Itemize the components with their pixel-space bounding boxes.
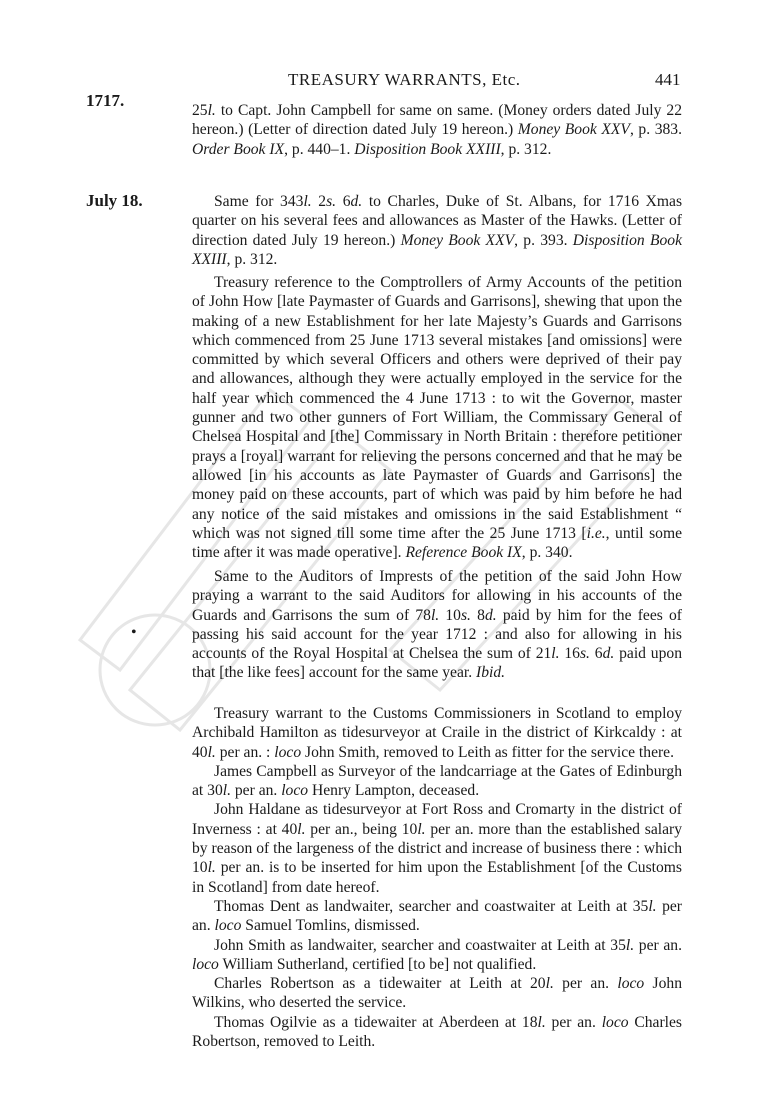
italic-text-run: loco bbox=[214, 917, 242, 935]
text-run: to Capt. John Campbell for same on same. (Money orders dated July 22 hereon.) (Letter of direction dated July 19 hereon.) bbox=[192, 102, 682, 139]
italic-text-run: Order Book IX bbox=[192, 140, 285, 158]
text-run: per an. bbox=[634, 936, 682, 954]
entry-paragraph bbox=[192, 800, 682, 896]
text-run: 25 bbox=[192, 102, 208, 119]
text-run: , p. 383. bbox=[629, 121, 682, 139]
text-run: Charles Robertson, removed to Leith. bbox=[192, 1013, 682, 1051]
text-run: Charles Robertson as a tidewaiter at Leith at 20 bbox=[214, 975, 546, 993]
text-run: per an. bbox=[553, 975, 618, 993]
margin-year: 1717. bbox=[86, 91, 125, 110]
text-run: , until some time after it was made operative]. bbox=[192, 524, 682, 562]
italic-text-run: loco bbox=[601, 1013, 629, 1031]
italic-text-run: Money Book XXV bbox=[400, 231, 515, 249]
margin-date: July 18. bbox=[86, 191, 143, 210]
margin-dot-mark: • bbox=[131, 624, 137, 641]
page-number: 441 bbox=[655, 70, 681, 89]
italic-text-run: s. bbox=[326, 193, 337, 210]
text-run: per an. bbox=[230, 782, 282, 800]
text-run: Treasury reference to the Comptrollers of Army Accounts of the petition of John How [late Paymaster of Guards and Garrisons], shewing that upon the making of a new Establishment for her late Majesty’s Guards and Garrisons which commenced from 25 June 1713 several mistakes [and omissions] were committed by which several Officers and others were deprived of their pay and allowances, although they were actually employed in the service for the half year which commenced the 4 June 1713 : to wit the Governor, master gunner and two other gunners of Fort William, the Commissary General of Chelsea Hospital and [the] Commissary in North Britain : therefore petitioner prays a [royal] warrant for relieving the persons concerned and that he may be allowed [in his accounts as late Paymaster of Guards and Garrisons] the money paid on these accounts, part of which was paid by him before he had any notice of the said mistakes and omissions in the said Establishment “ which was not signed till some time after the 25 June 1713 [ bbox=[192, 274, 682, 542]
italic-text-run: s. bbox=[460, 606, 471, 624]
entry-paragraph bbox=[192, 704, 682, 762]
italic-text-run: Reference Book IX bbox=[405, 544, 522, 562]
text-run: 2 bbox=[311, 193, 327, 210]
entry-customs-warrant-block bbox=[192, 704, 682, 1051]
text-run: per an. bbox=[545, 1013, 602, 1031]
text-run: 8 bbox=[470, 606, 485, 624]
entry-paragraph bbox=[192, 273, 682, 562]
text-run: Samuel Tomlins, dismissed. bbox=[241, 917, 420, 935]
italic-text-run: l. bbox=[625, 936, 635, 954]
italic-text-run: l. bbox=[537, 1013, 546, 1031]
text-run: per an. is to be inserted for him upon the Establishment [of the Customs in Scotland] from date hereof. bbox=[192, 859, 682, 896]
entry-paragraph bbox=[192, 567, 682, 683]
italic-text-run: d. bbox=[484, 606, 497, 624]
text-run: John Haldane as tidesurveyor at Fort Ross and Cromarty in the district of Inverness : at 40 bbox=[192, 801, 682, 838]
text-run: William Sutherland, certified [to be] not qualified. bbox=[218, 955, 537, 973]
entry-paragraph bbox=[192, 936, 682, 975]
text-run: per an. : bbox=[215, 743, 275, 761]
italic-text-run: l. bbox=[207, 102, 216, 119]
text-run: paid upon that [the like fees] account for the same year. bbox=[192, 645, 682, 682]
text-run: 6 bbox=[336, 193, 351, 210]
text-run: to Charles, Duke of St. Albans, for 1716 Xmas quarter on his several fees and allowances as Master of the Hawks. (Letter of direction dated July 19 hereon.) bbox=[192, 193, 683, 249]
italic-text-run: l. bbox=[545, 975, 554, 993]
entry-paragraph bbox=[192, 101, 682, 159]
text-run: , p. 340. bbox=[521, 544, 573, 562]
entry-paragraph bbox=[192, 897, 682, 936]
entry-block-july-18 bbox=[192, 192, 682, 269]
italic-text-run: Ibid. bbox=[476, 664, 506, 682]
text-run: , p. 440–1. bbox=[284, 140, 355, 158]
italic-text-run: l. bbox=[207, 859, 216, 877]
italic-text-run: l. bbox=[430, 606, 440, 624]
italic-text-run: l. bbox=[551, 645, 560, 663]
text-run: John Wilkins, who deserted the service. bbox=[192, 975, 683, 1012]
italic-text-run: d. bbox=[602, 645, 615, 663]
text-run: 6 bbox=[589, 645, 603, 663]
italic-text-run: loco bbox=[192, 955, 219, 973]
entry-auditors-imprests bbox=[192, 567, 682, 683]
italic-text-run: Money Book XXV bbox=[517, 121, 630, 139]
text-run: , p. 312. bbox=[500, 140, 552, 158]
text-run: 10 bbox=[439, 606, 461, 624]
text-run: per an. bbox=[192, 897, 682, 935]
text-run: John Smith as landwaiter, searcher and coastwaiter at Leith at 35 bbox=[214, 936, 626, 954]
text-run: Same to the Auditors of Imprests of the petition of the said John How praying a warrant to the said Auditors for allowing in his accounts of the Guards and Garrisons the sum of 78 bbox=[192, 568, 682, 624]
entry-paragraph bbox=[192, 974, 682, 1013]
entry-paragraph bbox=[192, 192, 682, 269]
italic-text-run: d. bbox=[350, 193, 363, 210]
text-run: Same for 343 bbox=[214, 193, 304, 210]
text-run: paid by him for the fees of passing his said account for the year 1712 : and also for allowing in his accounts of the Royal Hospital at Chelsea the sum of 21 bbox=[192, 606, 682, 663]
text-run: 16 bbox=[559, 645, 580, 663]
entry-campbell-continuation bbox=[192, 101, 682, 159]
text-run: , p. 312. bbox=[226, 250, 278, 268]
italic-text-run: Disposition Book XXIII bbox=[192, 231, 683, 268]
text-run: James Campbell as Surveyor of the landcarriage at the Gates of Edinburgh at 30 bbox=[192, 762, 682, 800]
text-run: Treasury warrant to the Customs Commissioners in Scotland to employ Archibald Hamilton as tidesurveyor at Craile in the district of Kirkcaldy : at 40 bbox=[192, 705, 682, 761]
italic-text-run: l. bbox=[222, 782, 231, 800]
italic-text-run: Disposition Book XXIII bbox=[354, 140, 501, 158]
italic-text-run: l. bbox=[207, 743, 216, 761]
text-run: per an., being 10 bbox=[305, 820, 418, 838]
text-run: Thomas Dent as landwaiter, searcher and coastwaiter at Leith at 35 bbox=[214, 897, 649, 915]
italic-text-run: loco bbox=[274, 743, 302, 761]
entry-paragraph bbox=[192, 1013, 682, 1052]
italic-text-run: i.e. bbox=[586, 524, 606, 542]
running-head-title: TREASURY WARRANTS, Etc. bbox=[288, 70, 521, 89]
italic-text-run: s. bbox=[579, 645, 590, 663]
text-run: John Smith, removed to Leith as fitter for the service there. bbox=[301, 743, 674, 761]
italic-text-run: l. bbox=[303, 193, 312, 210]
text-run: per an. more than the established salary by reason of the largeness of the district and increase of business there : which 10 bbox=[192, 820, 682, 877]
text-run: Thomas Ogilvie as a tidewaiter at Aberdeen at 18 bbox=[214, 1013, 538, 1031]
entry-reference-comptrollers bbox=[192, 273, 682, 562]
entry-paragraph bbox=[192, 762, 682, 801]
italic-text-run: l. bbox=[297, 820, 306, 838]
text-run: Henry Lampton, deceased. bbox=[308, 782, 480, 800]
italic-text-run: l. bbox=[417, 820, 426, 838]
text-run: , p. 393. bbox=[514, 231, 573, 249]
italic-text-run: loco bbox=[281, 782, 309, 800]
italic-text-run: l. bbox=[648, 897, 657, 915]
italic-text-run: loco bbox=[617, 975, 645, 993]
